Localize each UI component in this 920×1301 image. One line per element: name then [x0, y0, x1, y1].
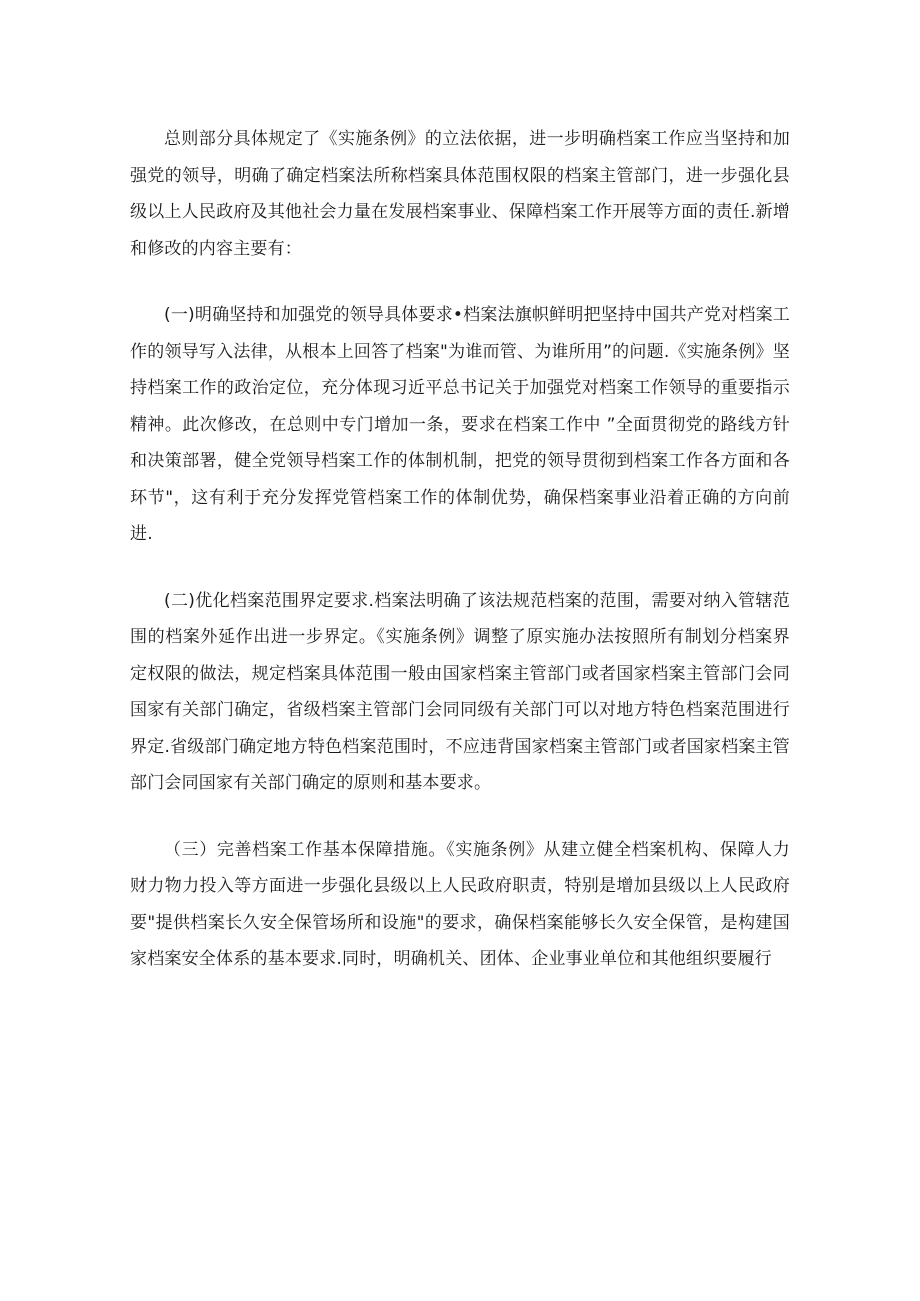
paragraph-general-provisions: 总则部分具体规定了《实施条例》的立法依据，进一步明确档案工作应当坚持和加强党的领导，明确了确定档案法所称档案具体范围权限的档案主管部门，进一步强化县级以上人民政府及其他社会力量在发展档案事业、保障档案工作开展等方面的责任.新增和修改的内容主要有：: [130, 129, 790, 259]
paragraph-safeguard-measures: （三）完善档案工作基本保障措施。《实施条例》从建立健全档案机构、保障人力财力物力投入等方面进一步强化县级以上人民政府职责，特别是增加县级以上人民政府要"提供档案长久安全保管场所和设施"的要求，确保档案能够长久安全保管，是构建国家档案安全体系的基本要求.同时，明确机关、团体、企业事业单位和其他组织要履行: [130, 839, 790, 969]
document-body: [130, 121, 790, 978]
paragraph-party-leadership: (一)明确坚持和加强党的领导具体要求•档案法旗帜鲜明把坚持中国共产党对档案工作的领导写入法律，从根本上回答了档案"为谁而管、为谁所用”的问题.《实施条例》坚持档案工作的政治定位，充分体现习近平总书记关于加强党对档案工作领导的重要指示精神。此次修改，在总则中专门增加一条，要求在档案工作中 ”全面贯彻党的路线方针和决策部署，健全党领导档案工作的体制机制，把党的领导贯彻到档案工作各方面和各环节"，这有利于充分发挥党管档案工作的体制优势，确保档案事业沿着正确的方向前进.: [130, 305, 790, 544]
paragraph-archive-scope: (二)优化档案范围界定要求.档案法明确了该法规范档案的范围，需要对纳入管辖范围的档案外延作出进一步界定。《实施条例》调整了原实施办法按照所有制划分档案界定权限的做法，规定档案具体范围一般由国家档案主管部门或者国家档案主管部门会同国家有关部门确定，省级档案主管部门会同同级有关部门可以对地方特色档案范围进行界定.省级部门确定地方特色档案范围时，不应违背国家档案主管部门或者国家档案主管部门会同国家有关部门确定的原则和基本要求。: [130, 590, 790, 793]
